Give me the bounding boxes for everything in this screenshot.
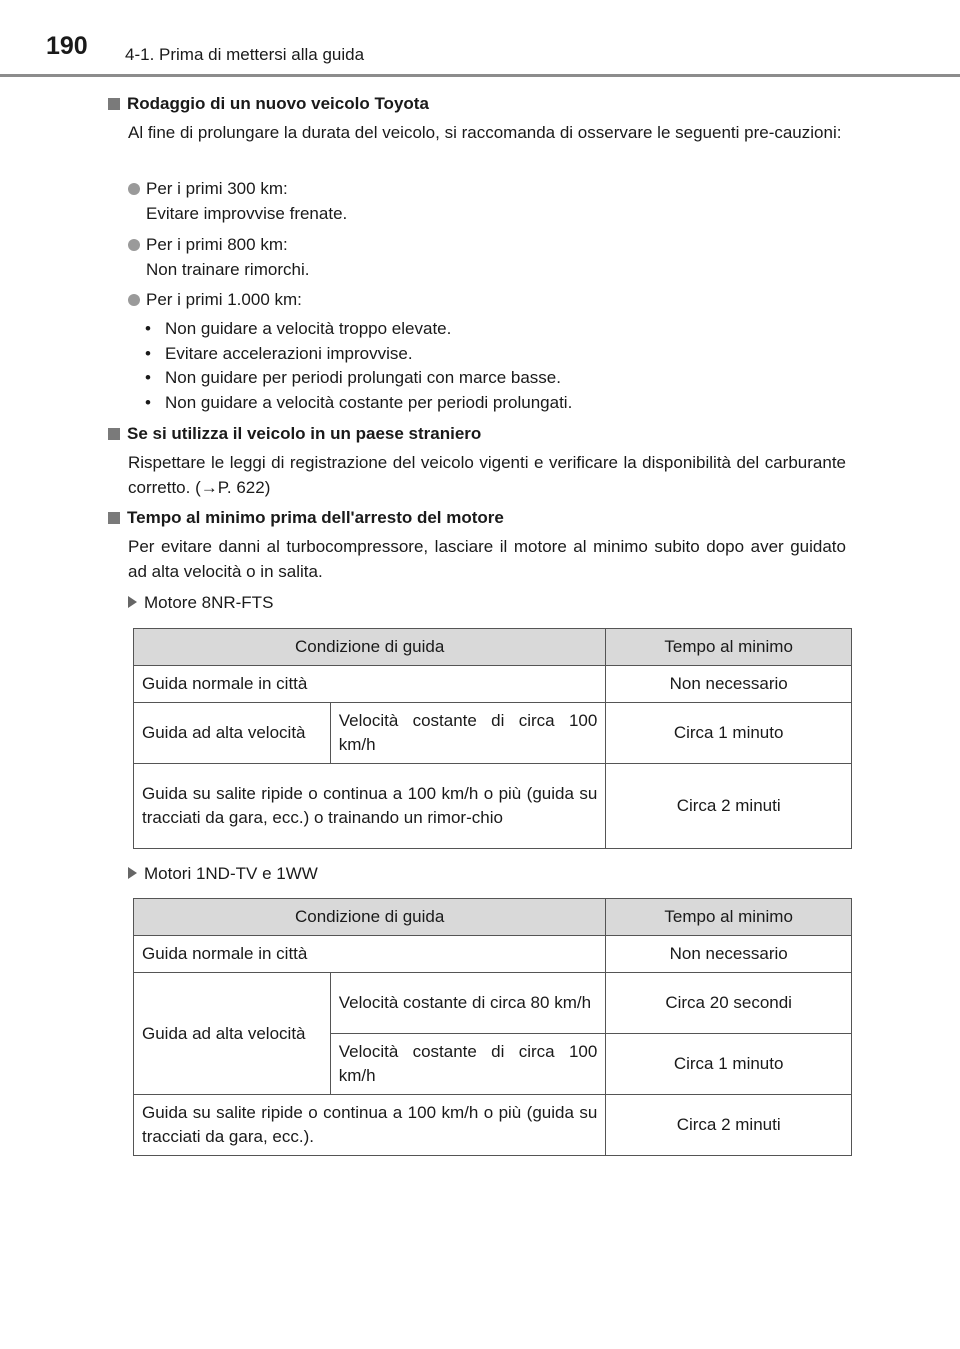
table-cell: Non necessario — [606, 936, 852, 973]
idle-table-8nr — [133, 628, 852, 849]
table-cell: Circa 2 minuti — [606, 1095, 852, 1156]
bullet-item: • Evitare accelerazioni improvvise. — [145, 342, 572, 367]
square-bullet-icon — [108, 428, 120, 440]
list-item: Per i primi 1.000 km: — [128, 287, 302, 312]
engine-label-1: Motore 8NR-FTS — [128, 590, 273, 615]
circle-bullet-icon — [128, 239, 140, 251]
bullet-item: • Non guidare a velocità troppo elevate. — [145, 317, 572, 342]
break-in-bullets — [145, 317, 572, 415]
table-row — [134, 666, 852, 703]
header-cell: Tempo al minimo — [606, 899, 852, 936]
table-cell: Velocità costante di circa 80 km/h — [330, 973, 606, 1034]
foreign-heading: Se si utilizza il veicolo in un paese straniero — [108, 424, 481, 444]
idle-heading: Tempo al minimo prima dell'arresto del motore — [108, 508, 504, 528]
table-cell: Circa 1 minuto — [606, 703, 852, 764]
list-item: Per i primi 800 km: Non trainare rimorchi. — [128, 232, 309, 282]
break-in-heading: Rodaggio di un nuovo veicolo Toyota — [108, 94, 429, 114]
table-cell: Guida su salite ripide o continua a 100 km/h o più (guida su tracciati da gara, ecc.). — [134, 1095, 606, 1156]
table-cell: Guida ad alta velocità — [134, 973, 331, 1095]
table-cell: Non necessario — [606, 666, 852, 703]
table-cell: Velocità costante di circa 100 km/h — [330, 1034, 606, 1095]
idle-text: Per evitare danni al turbocompressore, lasciare il motore al minimo subito dopo aver guidato ad alta velocità o in salita. — [128, 537, 846, 581]
list-item: Per i primi 300 km: Evitare improvvise frenate. — [128, 176, 347, 226]
header-cell: Tempo al minimo — [606, 629, 852, 666]
bullet-item: • Non guidare per periodi prolungati con marce basse. — [145, 366, 572, 391]
page-header — [0, 0, 960, 80]
table-row — [134, 936, 852, 973]
header-divider — [0, 74, 960, 77]
square-bullet-icon — [108, 98, 120, 110]
square-bullet-icon — [108, 512, 120, 524]
table-row — [134, 764, 852, 849]
table-header-row — [134, 899, 852, 936]
table-cell: Guida ad alta velocità — [134, 703, 331, 764]
table-header-row — [134, 629, 852, 666]
idle-table-1nd — [133, 898, 852, 1156]
header-cell: Condizione di guida — [134, 899, 606, 936]
bullet-item: • Non guidare a velocità costante per periodi prolungati. — [145, 391, 572, 416]
section-title: 4-1. Prima di mettersi alla guida — [125, 45, 365, 64]
table-cell: Guida su salite ripide o continua a 100 km/h o più (guida su tracciati da gara, ecc.) o trainando un rimor-chio — [134, 764, 606, 849]
table-cell: Circa 1 minuto — [606, 1034, 852, 1095]
table-row — [134, 703, 852, 764]
foreign-text: Rispettare le leggi di registrazione del veicolo vigenti e verificare la disponibilità del carburante corretto. (→P. 622) — [128, 453, 846, 497]
table-cell: Guida normale in città — [134, 936, 606, 973]
break-in-intro: Al fine di prolungare la durata del veicolo, si raccomanda di osservare le seguenti pre-cauzioni: — [128, 123, 842, 142]
table-cell: Guida normale in città — [134, 666, 606, 703]
header-cell: Condizione di guida — [134, 629, 606, 666]
arrow-right-icon — [128, 596, 137, 608]
circle-bullet-icon — [128, 294, 140, 306]
table-cell: Circa 2 minuti — [606, 764, 852, 849]
engine-label-2: Motori 1ND-TV e 1WW — [128, 861, 318, 886]
table-row — [134, 1095, 852, 1156]
table-cell: Velocità costante di circa 100 km/h — [330, 703, 606, 764]
table-cell: Circa 20 secondi — [606, 973, 852, 1034]
circle-bullet-icon — [128, 183, 140, 195]
arrow-right-icon — [128, 867, 137, 879]
table-row — [134, 973, 852, 1034]
page-number: 190 — [46, 32, 88, 60]
